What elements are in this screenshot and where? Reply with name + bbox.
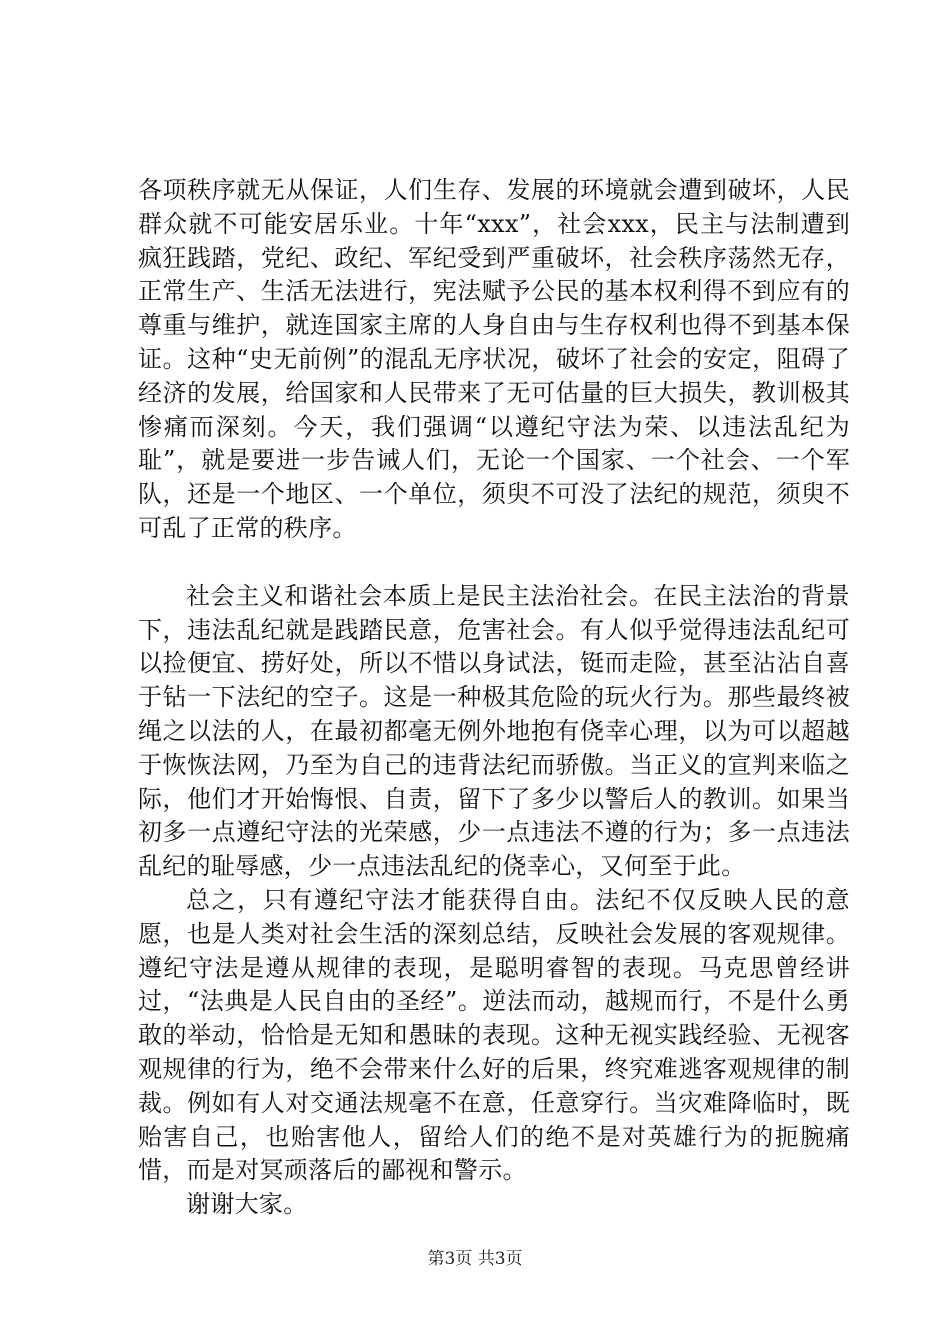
paragraph-continuation: 各项秩序就无从保证，人们生存、发展的环境就会遭到破坏，人民群众就不可能安居乐业。十年“xxx”，社会xxx，民主与法制遭到疯狂践踏，党纪、政纪、军纪受到严重破坏，社会秩序荡然无存，正常生产、生活无法进行，宪法赋予公民的基本权利得不到应有的尊重与维护，就连国家主席的人身自由与生存权利也得不到基本保证。这种“史无前例”的混乱无序状况，破坏了社会的安定，阻碍了经济的发展，给国家和人民带来了无可估量的巨大损失，教训极其惨痛而深刻。今天，我们强调“以遵纪守法为荣、以违法乱纪为耻”，就是要进一步告诫人们，无论一个国家、一个社会、一个军队，还是一个地区、一个单位，须臾不可没了法纪的规范，须臾不可乱了正常的秩序。 xyxy=(138,176,850,542)
paragraph-harmonious-society: 社会主义和谐社会本质上是民主法治社会。在民主法治的背景下，违法乱纪就是践踏民意，危害社会。有人似乎觉得违法乱纪可以捡便宜、捞好处，所以不惜以身试法，铤而走险，甚至沾沾自喜于钻一下法纪的空子。这是一种极其危险的玩火行为。那些最终被绳之以法的人，在最初都毫无例外地抱有侥幸心理，以为可以超越于恢恢法网，乃至为自己的违背法纪而骄傲。当正义的宣判来临之际，他们才开始悔恨、自责，留下了多少以警后人的教训。如果当初多一点遵纪守法的光荣感，少一点违法不遵的行为；多一点违法乱纪的耻辱感，少一点违法乱纪的侥幸心，又何至于此。 xyxy=(138,581,850,881)
document-body xyxy=(138,174,850,1222)
page-footer: 第3页 共3页 xyxy=(427,1249,523,1269)
paragraph-thanks: 谢谢大家。 xyxy=(186,1190,308,1219)
paragraph-conclusion: 总之，只有遵纪守法才能获得自由。法纪不仅反映人民的意愿，也是人类对社会生活的深刻总结，反映社会发展的客观规律。遵纪守法是遵从规律的表现，是聪明睿智的表现。马克思曾经讲过，“法典是人民自由的圣经”。逆法而动，越规而行，不是什么勇敢的举动，恰恰是无知和愚昧的表现。这种无视实践经验、无视客观规律的行为，绝不会带来什么好的后果，终究难逃客观规律的制裁。例如有人对交通法规毫不在意，任意穿行。当灾难降临时，既贻害自己，也贻害他人，留给人们的绝不是对英雄行为的扼腕痛惜，而是对冥顽落后的鄙视和警示。 xyxy=(138,885,850,1185)
